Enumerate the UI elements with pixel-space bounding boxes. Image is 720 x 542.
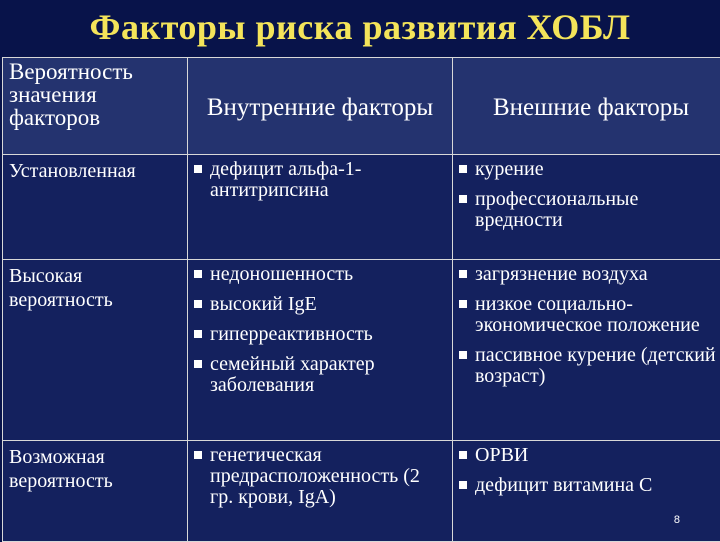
list-item: семейный характер заболевания bbox=[194, 354, 446, 396]
row-probability: Установленная bbox=[3, 155, 188, 260]
list-item: загрязнение воздуха bbox=[459, 264, 720, 285]
list-item: курение bbox=[459, 159, 720, 180]
table-row bbox=[3, 155, 720, 260]
header-probability: Вероятность значения факторов bbox=[3, 58, 188, 155]
square-bullet-icon bbox=[194, 451, 202, 459]
internal-factors-cell bbox=[188, 441, 453, 542]
table-row bbox=[3, 441, 720, 542]
list-item: профессиональные вредности bbox=[459, 189, 720, 231]
external-factors-cell bbox=[453, 260, 720, 441]
page-number: 8 bbox=[674, 514, 680, 526]
external-factors-cell bbox=[453, 441, 720, 542]
row-probability: Высокая вероятность bbox=[3, 260, 188, 441]
internal-factor-list bbox=[194, 445, 446, 508]
square-bullet-icon bbox=[194, 360, 202, 368]
row-probability: Возможная вероятность bbox=[3, 441, 188, 542]
risk-factors-table bbox=[2, 57, 720, 542]
list-item: генетическая предрасположенность (2 гр. крови, IgA) bbox=[194, 445, 446, 508]
square-bullet-icon bbox=[459, 165, 467, 173]
table-row bbox=[3, 260, 720, 441]
internal-factor-list bbox=[194, 264, 446, 396]
square-bullet-icon bbox=[459, 270, 467, 278]
list-item: пассивное курение (детский возраст) bbox=[459, 345, 720, 387]
slide-title: Факторы риска развития ХОБЛ bbox=[0, 6, 720, 48]
internal-factor-list bbox=[194, 159, 446, 201]
square-bullet-icon bbox=[194, 300, 202, 308]
list-item: низкое социально-экономическое положение bbox=[459, 294, 720, 336]
table-header-row bbox=[3, 58, 720, 155]
list-item: дефицит витамина С bbox=[459, 475, 720, 496]
list-item: ОРВИ bbox=[459, 445, 720, 466]
internal-factors-cell bbox=[188, 260, 453, 441]
square-bullet-icon bbox=[459, 481, 467, 489]
external-factor-list bbox=[459, 264, 720, 387]
external-factor-list bbox=[459, 445, 720, 496]
square-bullet-icon bbox=[459, 351, 467, 359]
list-item: высокий IgE bbox=[194, 294, 446, 315]
square-bullet-icon bbox=[459, 451, 467, 459]
square-bullet-icon bbox=[194, 330, 202, 338]
header-internal: Внутренние факторы bbox=[188, 58, 453, 155]
header-external: Внешние факторы bbox=[453, 58, 720, 155]
square-bullet-icon bbox=[459, 195, 467, 203]
internal-factors-cell bbox=[188, 155, 453, 260]
external-factor-list bbox=[459, 159, 720, 231]
square-bullet-icon bbox=[459, 300, 467, 308]
list-item: дефицит альфа-1-антитрипсина bbox=[194, 159, 446, 201]
square-bullet-icon bbox=[194, 270, 202, 278]
list-item: недоношенность bbox=[194, 264, 446, 285]
external-factors-cell bbox=[453, 155, 720, 260]
list-item: гиперреактивность bbox=[194, 324, 446, 345]
square-bullet-icon bbox=[194, 165, 202, 173]
